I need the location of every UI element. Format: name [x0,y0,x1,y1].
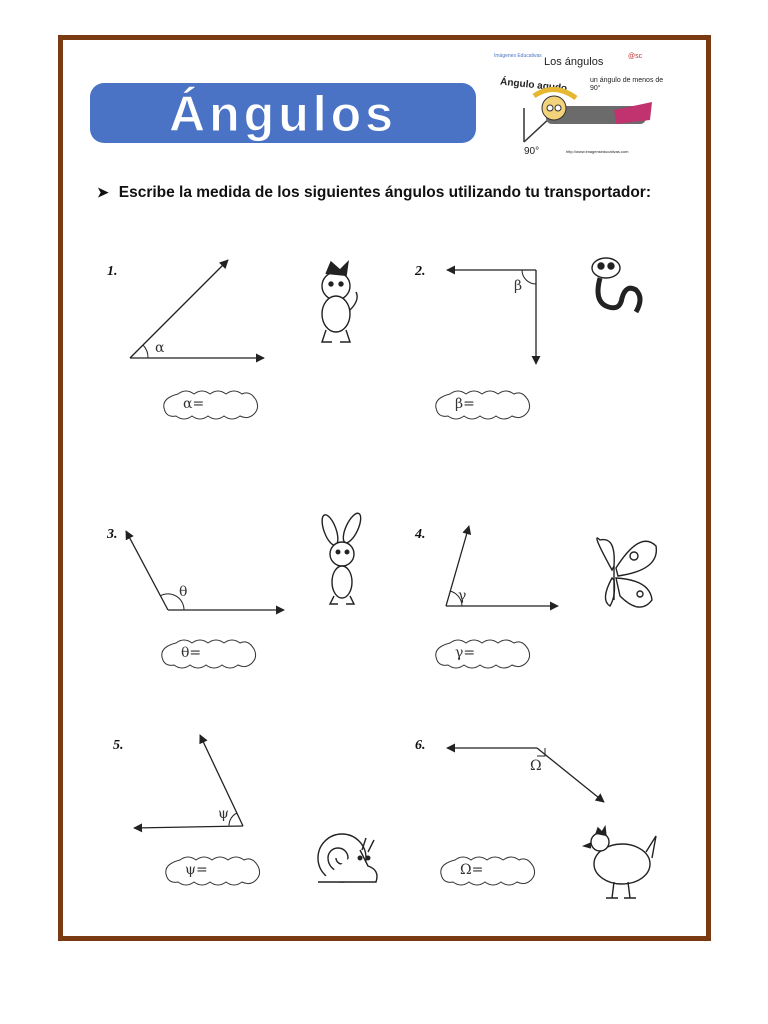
angle-6 [447,748,604,802]
cat-icon [322,262,357,342]
angle-symbol-5: ψ [218,806,229,822]
svg-text:@sc: @sc [628,53,643,60]
instruction-text: Escribe la medida de los siguientes ángulos utilizando tu transportador: [118,184,651,201]
exercise-number-3: 3. [107,527,118,542]
worm-icon [592,258,640,312]
answer-label-3: θ= [181,645,202,661]
angle-symbol-2: β [514,278,523,294]
page-title: Ángulos [169,86,397,142]
exercise-number-4: 4. [415,527,426,542]
angle-1 [130,260,264,358]
answer-label-1: α= [183,396,205,412]
answer-cloud-6[interactable] [441,857,535,885]
angle-symbol-3: θ [179,584,188,600]
answer-label-2: β= [455,396,475,412]
angle-symbol-1: α [155,340,165,356]
brand-label: Imágenes Educativas [494,53,542,59]
exercise-number-1: 1. [107,264,118,279]
angle-symbol-6: Ω [530,758,542,774]
answer-cloud-4[interactable] [436,640,530,668]
answer-label-5: ψ= [185,862,208,878]
exercise-number-5: 5. [113,738,124,753]
answer-cloud-2[interactable] [436,391,530,419]
logo-caption: un ángulo de menos de 90° [590,77,664,92]
exercise-number-6: 6. [415,738,426,753]
answer-cloud-3[interactable] [162,640,256,668]
answer-label-6: Ω= [460,862,484,878]
angle-symbol-4: γ [458,588,467,604]
logo-subtitle: Ángulo agudo [499,76,568,95]
angle-2 [447,270,536,364]
angle-3 [126,531,284,610]
answer-cloud-5[interactable] [166,857,260,885]
answer-label-4: γ= [455,645,476,661]
rabbit-icon [319,511,364,604]
logo-url: http://www.imagenseducativas.com [566,149,629,154]
logo-heading: Los ángulos [544,56,604,68]
logo-degree-label: 90° [524,146,540,157]
snail-icon [318,834,377,882]
exercise-number-2: 2. [415,264,426,279]
arrow-bullet-icon: ➤ [97,184,109,200]
butterfly-icon [597,538,656,607]
hen-icon [584,827,656,898]
answer-cloud-1[interactable] [164,391,258,419]
